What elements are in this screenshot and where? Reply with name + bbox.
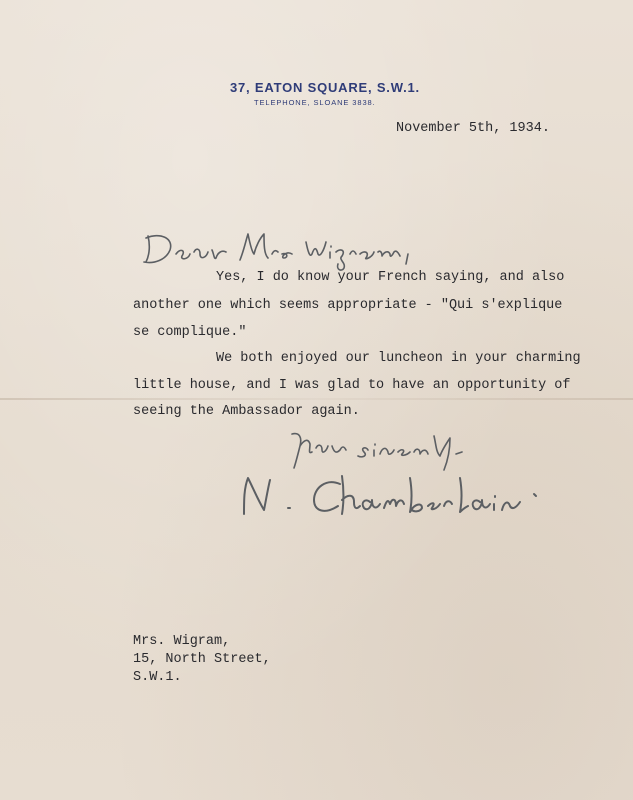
body-line: little house, and I was glad to have an opportunity of (133, 378, 571, 393)
closing-handwritten (286, 424, 506, 474)
body-line: Yes, I do know your French saying, and also (216, 270, 565, 285)
fold-crease (0, 398, 633, 400)
letter-date: November 5th, 1934. (396, 121, 550, 136)
letterhead-telephone: TELEPHONE, SLOANE 3838. (254, 98, 376, 107)
letterhead-address: 37, EATON SQUARE, S.W.1. (230, 80, 420, 95)
body-line: another one which seems appropriate - "Qui s'explique (133, 298, 563, 313)
body-line: We both enjoyed our luncheon in your charming (216, 351, 581, 366)
body-line: se complique." (133, 325, 247, 340)
signature-handwritten (230, 470, 570, 530)
body-line: seeing the Ambassador again. (133, 404, 360, 419)
salutation-handwritten (140, 224, 440, 274)
recipient-line: S.W.1. (133, 670, 182, 685)
recipient-line: Mrs. Wigram, (133, 634, 231, 649)
recipient-line: 15, North Street, (133, 652, 271, 667)
